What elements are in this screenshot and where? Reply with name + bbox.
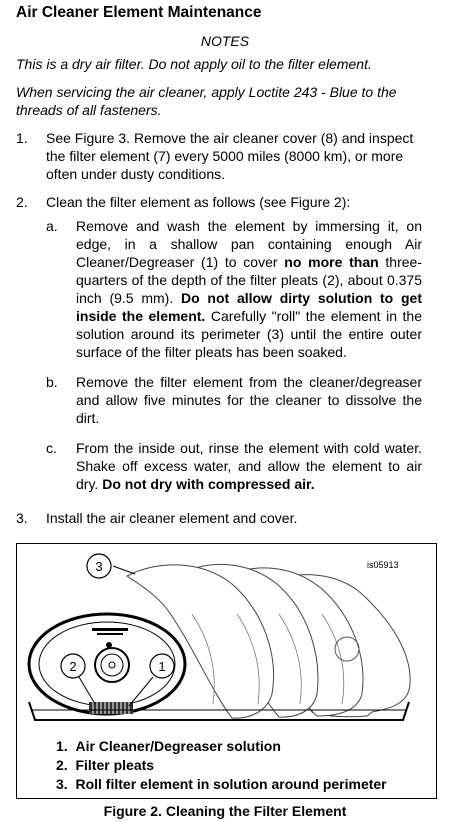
notes-title: NOTES [200,33,250,49]
section-heading: Air Cleaner Element Maintenance [16,4,262,21]
step-text: See Figure 3. Remove the air cleaner cover (8) and inspect the filter element (7) every 5000 miles (8000 km), or more often under dusty conditions. [46,130,414,182]
legend-item-2: 2. Filter pleats [56,757,155,773]
callout-3-label: 3 [95,559,103,574]
step-number: 2. [16,194,28,210]
legend-item-1: 1. Air Cleaner/Degreaser solution [56,738,281,754]
substep-letter: c. [46,440,57,456]
step-text: Install the air cleaner element and cover. [46,510,298,526]
note-dry-filter: This is a dry air filter. Do not apply oil to the filter element. [16,56,372,72]
step-number: 3. [16,510,28,526]
step-text: Clean the filter element as follows (see Figure 2): [46,194,351,210]
callout-1-label: 1 [158,659,166,674]
step-number: 1. [16,130,28,146]
figure-frame [16,543,437,799]
substep-text: Remove and wash the element by immersing it, on edge, in a shallow pan containing enough Air Cleaner/Degreaser (1) to cover no more than three-quarters of the depth of the filter pleats (2), about 0.375 inch (9.5 mm). Do not allow dirty solution to get inside the element. Carefully "roll" the element in the solution around its perimeter (3) until the entire outer surface of the filter pleats has been soaked. [76,218,422,360]
substep-letter: b. [46,374,58,390]
figure-id: is05913 [367,560,399,570]
note-loctite: When servicing the air cleaner, apply Loctite 243 - Blue to the threads of all fasteners. [16,84,397,118]
substep-letter: a. [46,218,58,234]
substep-text: From the inside out, rinse the element with cold water. Shake off excess water, and allow the element to air dry. Do not dry with compressed air. [76,440,422,492]
callout-2-label: 2 [69,659,77,674]
legend-item-3: 3. Roll filter element in solution around perimeter [56,776,387,792]
figure-caption: Figure 2. Cleaning the Filter Element [103,803,347,819]
substep-text: Remove the filter element from the cleaner/degreaser and allow five minutes for the cleaner to dissolve the dirt. [76,374,422,426]
callout-3-leader [113,566,135,574]
